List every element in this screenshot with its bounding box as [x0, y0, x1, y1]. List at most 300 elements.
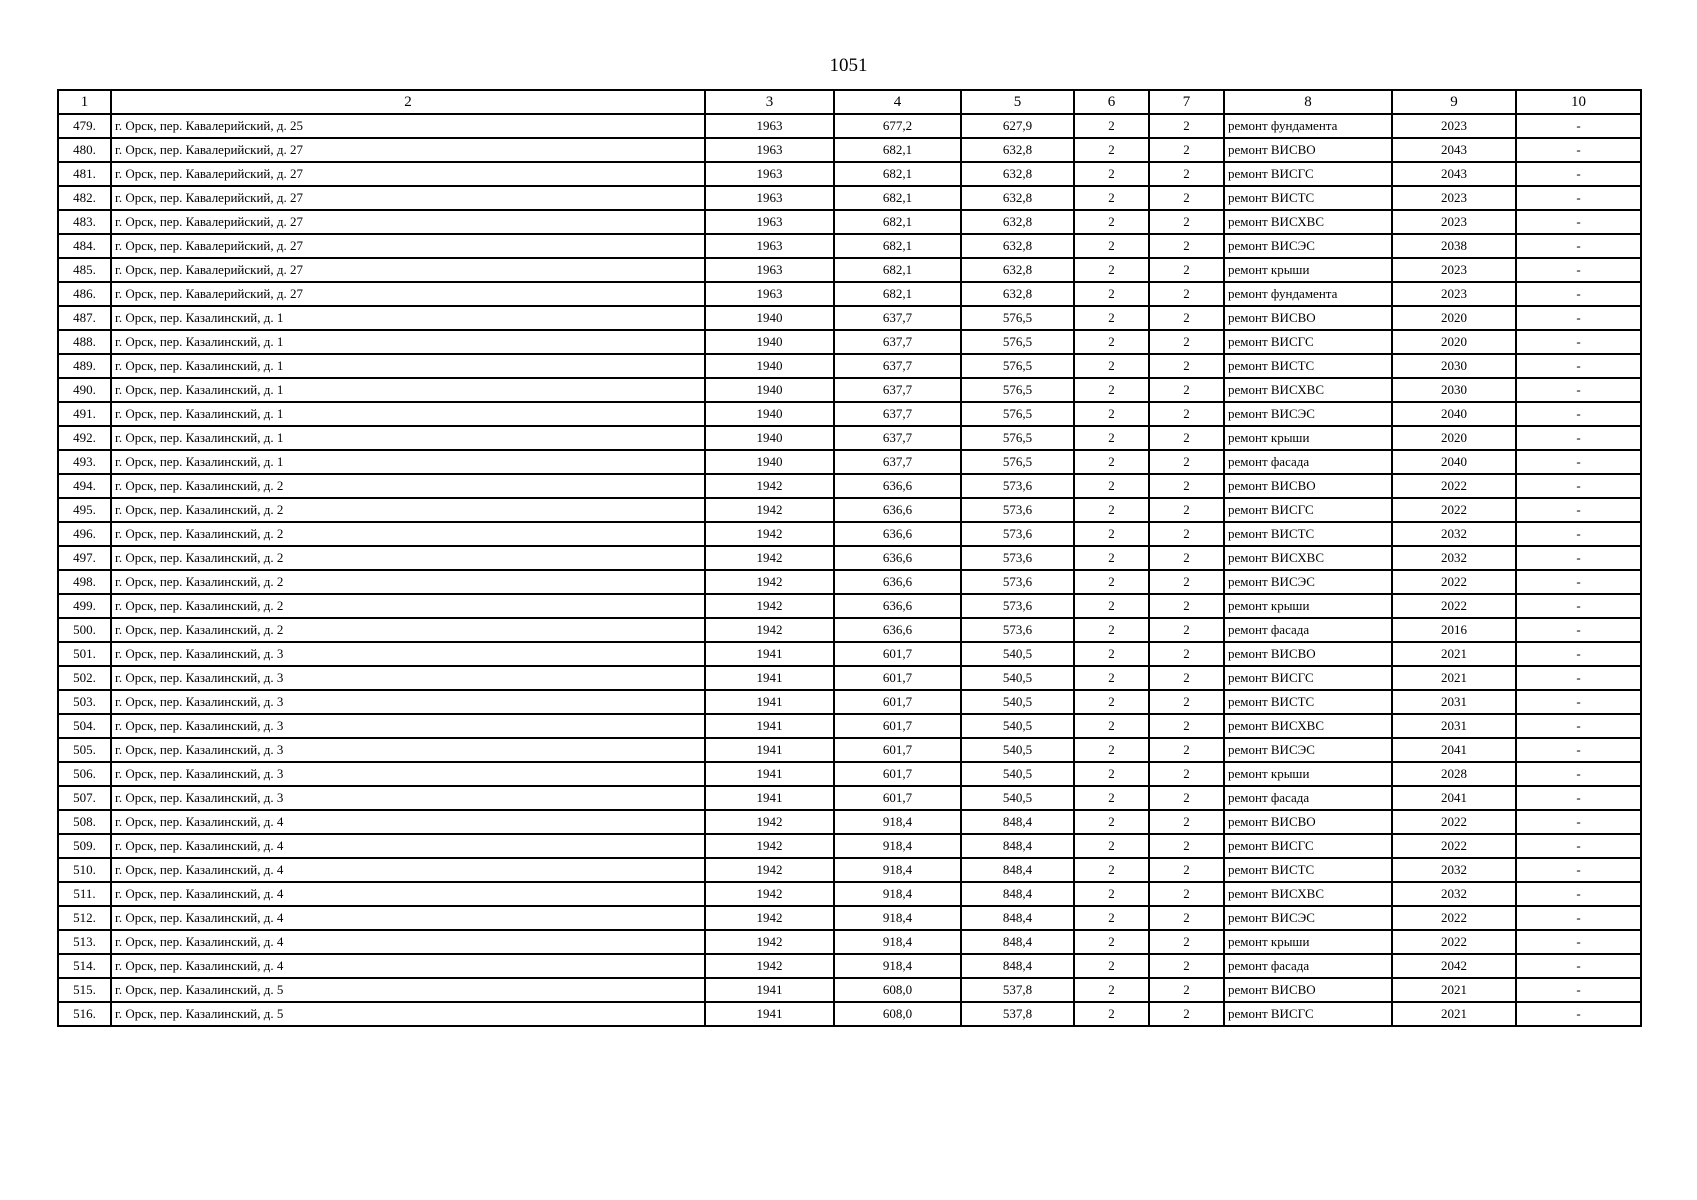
- entrances-cell: 2: [1149, 954, 1224, 978]
- floors-cell: 2: [1074, 690, 1149, 714]
- row-number-cell: 502.: [58, 666, 111, 690]
- floors-cell: 2: [1074, 426, 1149, 450]
- planned-year-cell: 2032: [1392, 882, 1516, 906]
- column-header: 7: [1149, 90, 1224, 114]
- year-built-cell: 1963: [705, 114, 834, 138]
- total-area-cell: 608,0: [834, 1002, 961, 1026]
- total-area-cell: 637,7: [834, 450, 961, 474]
- address-cell: г. Орск, пер. Казалинский, д. 3: [111, 666, 705, 690]
- entrances-cell: 2: [1149, 258, 1224, 282]
- planned-year-cell: 2023: [1392, 114, 1516, 138]
- work-type-cell: ремонт ВИСТС: [1224, 858, 1392, 882]
- planned-year-cell: 2041: [1392, 786, 1516, 810]
- work-type-cell: ремонт ВИСВО: [1224, 306, 1392, 330]
- note-cell: -: [1516, 354, 1641, 378]
- table-row: [58, 954, 1641, 978]
- living-area-cell: 632,8: [961, 162, 1074, 186]
- work-type-cell: ремонт фундамента: [1224, 282, 1392, 306]
- address-cell: г. Орск, пер. Казалинский, д. 1: [111, 450, 705, 474]
- floors-cell: 2: [1074, 546, 1149, 570]
- year-built-cell: 1963: [705, 234, 834, 258]
- entrances-cell: 2: [1149, 834, 1224, 858]
- total-area-cell: 677,2: [834, 114, 961, 138]
- row-number-cell: 491.: [58, 402, 111, 426]
- planned-year-cell: 2016: [1392, 618, 1516, 642]
- floors-cell: 2: [1074, 834, 1149, 858]
- year-built-cell: 1941: [705, 978, 834, 1002]
- row-number-cell: 507.: [58, 786, 111, 810]
- entrances-cell: 2: [1149, 690, 1224, 714]
- row-number-cell: 511.: [58, 882, 111, 906]
- work-type-cell: ремонт крыши: [1224, 426, 1392, 450]
- planned-year-cell: 2022: [1392, 810, 1516, 834]
- year-built-cell: 1942: [705, 810, 834, 834]
- row-number-cell: 516.: [58, 1002, 111, 1026]
- table-row: [58, 618, 1641, 642]
- table-row: [58, 594, 1641, 618]
- living-area-cell: 573,6: [961, 498, 1074, 522]
- entrances-cell: 2: [1149, 978, 1224, 1002]
- total-area-cell: 637,7: [834, 330, 961, 354]
- work-type-cell: ремонт ВИСГС: [1224, 498, 1392, 522]
- floors-cell: 2: [1074, 618, 1149, 642]
- planned-year-cell: 2021: [1392, 666, 1516, 690]
- year-built-cell: 1941: [705, 786, 834, 810]
- note-cell: -: [1516, 762, 1641, 786]
- row-number-cell: 498.: [58, 570, 111, 594]
- row-number-cell: 487.: [58, 306, 111, 330]
- planned-year-cell: 2020: [1392, 330, 1516, 354]
- planned-year-cell: 2038: [1392, 234, 1516, 258]
- planned-year-cell: 2023: [1392, 186, 1516, 210]
- floors-cell: 2: [1074, 210, 1149, 234]
- note-cell: -: [1516, 426, 1641, 450]
- note-cell: -: [1516, 642, 1641, 666]
- entrances-cell: 2: [1149, 330, 1224, 354]
- planned-year-cell: 2032: [1392, 858, 1516, 882]
- total-area-cell: 636,6: [834, 546, 961, 570]
- planned-year-cell: 2023: [1392, 282, 1516, 306]
- table-row: [58, 882, 1641, 906]
- table-row: [58, 738, 1641, 762]
- floors-cell: 2: [1074, 138, 1149, 162]
- address-cell: г. Орск, пер. Кавалерийский, д. 27: [111, 138, 705, 162]
- work-type-cell: ремонт ВИСГС: [1224, 834, 1392, 858]
- entrances-cell: 2: [1149, 906, 1224, 930]
- address-cell: г. Орск, пер. Казалинский, д. 3: [111, 642, 705, 666]
- year-built-cell: 1940: [705, 426, 834, 450]
- planned-year-cell: 2020: [1392, 306, 1516, 330]
- note-cell: -: [1516, 738, 1641, 762]
- work-type-cell: ремонт ВИСВО: [1224, 138, 1392, 162]
- planned-year-cell: 2042: [1392, 954, 1516, 978]
- table-row: [58, 234, 1641, 258]
- work-type-cell: ремонт ВИСЭС: [1224, 402, 1392, 426]
- year-built-cell: 1940: [705, 402, 834, 426]
- year-built-cell: 1942: [705, 954, 834, 978]
- column-header: 4: [834, 90, 961, 114]
- floors-cell: 2: [1074, 666, 1149, 690]
- total-area-cell: 636,6: [834, 474, 961, 498]
- table-row: [58, 858, 1641, 882]
- year-built-cell: 1940: [705, 378, 834, 402]
- row-number-cell: 503.: [58, 690, 111, 714]
- note-cell: -: [1516, 618, 1641, 642]
- floors-cell: 2: [1074, 258, 1149, 282]
- planned-year-cell: 2021: [1392, 978, 1516, 1002]
- floors-cell: 2: [1074, 858, 1149, 882]
- total-area-cell: 918,4: [834, 834, 961, 858]
- address-cell: г. Орск, пер. Казалинский, д. 3: [111, 786, 705, 810]
- planned-year-cell: 2028: [1392, 762, 1516, 786]
- table-row: [58, 138, 1641, 162]
- entrances-cell: 2: [1149, 882, 1224, 906]
- planned-year-cell: 2031: [1392, 690, 1516, 714]
- table-row: [58, 378, 1641, 402]
- living-area-cell: 573,6: [961, 594, 1074, 618]
- note-cell: -: [1516, 402, 1641, 426]
- planned-year-cell: 2022: [1392, 594, 1516, 618]
- living-area-cell: 540,5: [961, 762, 1074, 786]
- year-built-cell: 1942: [705, 930, 834, 954]
- entrances-cell: 2: [1149, 162, 1224, 186]
- note-cell: -: [1516, 594, 1641, 618]
- row-number-cell: 495.: [58, 498, 111, 522]
- floors-cell: 2: [1074, 714, 1149, 738]
- year-built-cell: 1942: [705, 882, 834, 906]
- living-area-cell: 537,8: [961, 1002, 1074, 1026]
- living-area-cell: 848,4: [961, 930, 1074, 954]
- note-cell: -: [1516, 954, 1641, 978]
- planned-year-cell: 2022: [1392, 834, 1516, 858]
- year-built-cell: 1963: [705, 282, 834, 306]
- note-cell: -: [1516, 570, 1641, 594]
- note-cell: -: [1516, 786, 1641, 810]
- living-area-cell: 632,8: [961, 210, 1074, 234]
- living-area-cell: 540,5: [961, 666, 1074, 690]
- work-type-cell: ремонт ВИСВО: [1224, 642, 1392, 666]
- row-number-cell: 508.: [58, 810, 111, 834]
- living-area-cell: 540,5: [961, 738, 1074, 762]
- note-cell: -: [1516, 306, 1641, 330]
- floors-cell: 2: [1074, 282, 1149, 306]
- year-built-cell: 1940: [705, 330, 834, 354]
- total-area-cell: 636,6: [834, 594, 961, 618]
- note-cell: -: [1516, 1002, 1641, 1026]
- table-row: [58, 258, 1641, 282]
- address-cell: г. Орск, пер. Казалинский, д. 2: [111, 546, 705, 570]
- total-area-cell: 682,1: [834, 138, 961, 162]
- row-number-cell: 505.: [58, 738, 111, 762]
- total-area-cell: 637,7: [834, 402, 961, 426]
- entrances-cell: 2: [1149, 498, 1224, 522]
- entrances-cell: 2: [1149, 762, 1224, 786]
- total-area-cell: 918,4: [834, 810, 961, 834]
- living-area-cell: 540,5: [961, 690, 1074, 714]
- floors-cell: 2: [1074, 786, 1149, 810]
- note-cell: -: [1516, 834, 1641, 858]
- planned-year-cell: 2043: [1392, 162, 1516, 186]
- total-area-cell: 601,7: [834, 714, 961, 738]
- work-type-cell: ремонт ВИСЭС: [1224, 738, 1392, 762]
- address-cell: г. Орск, пер. Казалинский, д. 2: [111, 498, 705, 522]
- address-cell: г. Орск, пер. Казалинский, д. 4: [111, 834, 705, 858]
- entrances-cell: 2: [1149, 810, 1224, 834]
- floors-cell: 2: [1074, 738, 1149, 762]
- planned-year-cell: 2022: [1392, 474, 1516, 498]
- planned-year-cell: 2032: [1392, 546, 1516, 570]
- table-row: [58, 330, 1641, 354]
- note-cell: -: [1516, 450, 1641, 474]
- row-number-cell: 483.: [58, 210, 111, 234]
- entrances-cell: 2: [1149, 666, 1224, 690]
- page-number: 1051: [829, 55, 868, 76]
- floors-cell: 2: [1074, 378, 1149, 402]
- table-row: [58, 690, 1641, 714]
- total-area-cell: 601,7: [834, 642, 961, 666]
- floors-cell: 2: [1074, 306, 1149, 330]
- total-area-cell: 682,1: [834, 282, 961, 306]
- work-type-cell: ремонт ВИСЭС: [1224, 906, 1392, 930]
- living-area-cell: 848,4: [961, 810, 1074, 834]
- address-cell: г. Орск, пер. Кавалерийский, д. 25: [111, 114, 705, 138]
- planned-year-cell: 2022: [1392, 930, 1516, 954]
- note-cell: -: [1516, 546, 1641, 570]
- work-type-cell: ремонт ВИСВО: [1224, 474, 1392, 498]
- address-cell: г. Орск, пер. Казалинский, д. 1: [111, 354, 705, 378]
- floors-cell: 2: [1074, 330, 1149, 354]
- living-area-cell: 632,8: [961, 234, 1074, 258]
- note-cell: -: [1516, 978, 1641, 1002]
- living-area-cell: 632,8: [961, 282, 1074, 306]
- total-area-cell: 637,7: [834, 354, 961, 378]
- work-type-cell: ремонт ВИСГС: [1224, 666, 1392, 690]
- note-cell: -: [1516, 690, 1641, 714]
- column-header: 8: [1224, 90, 1392, 114]
- total-area-cell: 601,7: [834, 762, 961, 786]
- floors-cell: 2: [1074, 450, 1149, 474]
- table-row: [58, 1002, 1641, 1026]
- year-built-cell: 1941: [705, 690, 834, 714]
- living-area-cell: 848,4: [961, 906, 1074, 930]
- total-area-cell: 601,7: [834, 666, 961, 690]
- address-cell: г. Орск, пер. Казалинский, д. 3: [111, 762, 705, 786]
- address-cell: г. Орск, пер. Казалинский, д. 2: [111, 594, 705, 618]
- repair-schedule-table: [57, 89, 1642, 1027]
- entrances-cell: 2: [1149, 282, 1224, 306]
- entrances-cell: 2: [1149, 234, 1224, 258]
- note-cell: -: [1516, 186, 1641, 210]
- planned-year-cell: 2041: [1392, 738, 1516, 762]
- living-area-cell: 848,4: [961, 954, 1074, 978]
- address-cell: г. Орск, пер. Казалинский, д. 4: [111, 810, 705, 834]
- year-built-cell: 1941: [705, 762, 834, 786]
- planned-year-cell: 2040: [1392, 450, 1516, 474]
- header-row: [58, 90, 1641, 114]
- total-area-cell: 918,4: [834, 882, 961, 906]
- entrances-cell: 2: [1149, 570, 1224, 594]
- floors-cell: 2: [1074, 474, 1149, 498]
- living-area-cell: 576,5: [961, 330, 1074, 354]
- total-area-cell: 918,4: [834, 930, 961, 954]
- entrances-cell: 2: [1149, 594, 1224, 618]
- entrances-cell: 2: [1149, 474, 1224, 498]
- work-type-cell: ремонт ВИСВО: [1224, 810, 1392, 834]
- note-cell: -: [1516, 714, 1641, 738]
- table-row: [58, 402, 1641, 426]
- floors-cell: 2: [1074, 882, 1149, 906]
- living-area-cell: 576,5: [961, 426, 1074, 450]
- work-type-cell: ремонт ВИСТС: [1224, 522, 1392, 546]
- living-area-cell: 537,8: [961, 978, 1074, 1002]
- table-row: [58, 186, 1641, 210]
- address-cell: г. Орск, пер. Кавалерийский, д. 27: [111, 162, 705, 186]
- work-type-cell: ремонт ВИСЭС: [1224, 570, 1392, 594]
- floors-cell: 2: [1074, 234, 1149, 258]
- work-type-cell: ремонт крыши: [1224, 594, 1392, 618]
- entrances-cell: 2: [1149, 114, 1224, 138]
- table-row: [58, 450, 1641, 474]
- row-number-cell: 484.: [58, 234, 111, 258]
- total-area-cell: 637,7: [834, 378, 961, 402]
- address-cell: г. Орск, пер. Казалинский, д. 2: [111, 522, 705, 546]
- year-built-cell: 1963: [705, 258, 834, 282]
- note-cell: -: [1516, 930, 1641, 954]
- planned-year-cell: 2023: [1392, 210, 1516, 234]
- note-cell: -: [1516, 234, 1641, 258]
- note-cell: -: [1516, 330, 1641, 354]
- entrances-cell: 2: [1149, 642, 1224, 666]
- floors-cell: 2: [1074, 906, 1149, 930]
- work-type-cell: ремонт фасада: [1224, 786, 1392, 810]
- work-type-cell: ремонт фасада: [1224, 450, 1392, 474]
- year-built-cell: 1940: [705, 354, 834, 378]
- address-cell: г. Орск, пер. Казалинский, д. 4: [111, 954, 705, 978]
- work-type-cell: ремонт ВИСВО: [1224, 978, 1392, 1002]
- entrances-cell: 2: [1149, 522, 1224, 546]
- column-header: 1: [58, 90, 111, 114]
- planned-year-cell: 2021: [1392, 642, 1516, 666]
- address-cell: г. Орск, пер. Казалинский, д. 4: [111, 882, 705, 906]
- address-cell: г. Орск, пер. Казалинский, д. 4: [111, 930, 705, 954]
- entrances-cell: 2: [1149, 138, 1224, 162]
- entrances-cell: 2: [1149, 738, 1224, 762]
- entrances-cell: 2: [1149, 306, 1224, 330]
- note-cell: -: [1516, 114, 1641, 138]
- table-row: [58, 282, 1641, 306]
- note-cell: -: [1516, 138, 1641, 162]
- entrances-cell: 2: [1149, 186, 1224, 210]
- living-area-cell: 573,6: [961, 570, 1074, 594]
- row-number-cell: 480.: [58, 138, 111, 162]
- table-row: [58, 474, 1641, 498]
- column-header: 6: [1074, 90, 1149, 114]
- living-area-cell: 540,5: [961, 714, 1074, 738]
- work-type-cell: ремонт фасада: [1224, 618, 1392, 642]
- work-type-cell: ремонт ВИСГС: [1224, 330, 1392, 354]
- note-cell: -: [1516, 210, 1641, 234]
- entrances-cell: 2: [1149, 546, 1224, 570]
- row-number-cell: 496.: [58, 522, 111, 546]
- table-row: [58, 834, 1641, 858]
- row-number-cell: 493.: [58, 450, 111, 474]
- work-type-cell: ремонт крыши: [1224, 258, 1392, 282]
- note-cell: -: [1516, 810, 1641, 834]
- table-row: [58, 810, 1641, 834]
- column-header: 5: [961, 90, 1074, 114]
- total-area-cell: 682,1: [834, 210, 961, 234]
- work-type-cell: ремонт ВИСГС: [1224, 162, 1392, 186]
- living-area-cell: 848,4: [961, 882, 1074, 906]
- total-area-cell: 637,7: [834, 306, 961, 330]
- address-cell: г. Орск, пер. Кавалерийский, д. 27: [111, 234, 705, 258]
- total-area-cell: 636,6: [834, 522, 961, 546]
- row-number-cell: 497.: [58, 546, 111, 570]
- entrances-cell: 2: [1149, 714, 1224, 738]
- row-number-cell: 513.: [58, 930, 111, 954]
- year-built-cell: 1942: [705, 834, 834, 858]
- row-number-cell: 489.: [58, 354, 111, 378]
- note-cell: -: [1516, 162, 1641, 186]
- note-cell: -: [1516, 258, 1641, 282]
- living-area-cell: 627,9: [961, 114, 1074, 138]
- total-area-cell: 682,1: [834, 234, 961, 258]
- total-area-cell: 601,7: [834, 690, 961, 714]
- table-row: [58, 522, 1641, 546]
- living-area-cell: 573,6: [961, 522, 1074, 546]
- row-number-cell: 481.: [58, 162, 111, 186]
- planned-year-cell: 2043: [1392, 138, 1516, 162]
- work-type-cell: ремонт крыши: [1224, 930, 1392, 954]
- floors-cell: 2: [1074, 354, 1149, 378]
- row-number-cell: 514.: [58, 954, 111, 978]
- entrances-cell: 2: [1149, 450, 1224, 474]
- table-row: [58, 114, 1641, 138]
- year-built-cell: 1942: [705, 858, 834, 882]
- floors-cell: 2: [1074, 498, 1149, 522]
- work-type-cell: ремонт ВИСХВС: [1224, 882, 1392, 906]
- floors-cell: 2: [1074, 186, 1149, 210]
- work-type-cell: ремонт ВИСЭС: [1224, 234, 1392, 258]
- planned-year-cell: 2030: [1392, 378, 1516, 402]
- note-cell: -: [1516, 882, 1641, 906]
- living-area-cell: 540,5: [961, 642, 1074, 666]
- total-area-cell: 918,4: [834, 906, 961, 930]
- entrances-cell: 2: [1149, 210, 1224, 234]
- living-area-cell: 848,4: [961, 858, 1074, 882]
- year-built-cell: 1963: [705, 162, 834, 186]
- table-row: [58, 162, 1641, 186]
- total-area-cell: 682,1: [834, 186, 961, 210]
- year-built-cell: 1941: [705, 714, 834, 738]
- work-type-cell: ремонт ВИСТС: [1224, 354, 1392, 378]
- address-cell: г. Орск, пер. Казалинский, д. 4: [111, 906, 705, 930]
- address-cell: г. Орск, пер. Казалинский, д. 2: [111, 618, 705, 642]
- living-area-cell: 573,6: [961, 546, 1074, 570]
- planned-year-cell: 2023: [1392, 258, 1516, 282]
- total-area-cell: 608,0: [834, 978, 961, 1002]
- column-header: 2: [111, 90, 705, 114]
- address-cell: г. Орск, пер. Казалинский, д. 1: [111, 402, 705, 426]
- table-row: [58, 762, 1641, 786]
- row-number-cell: 494.: [58, 474, 111, 498]
- work-type-cell: ремонт ВИСТС: [1224, 690, 1392, 714]
- floors-cell: 2: [1074, 954, 1149, 978]
- living-area-cell: 576,5: [961, 450, 1074, 474]
- address-cell: г. Орск, пер. Казалинский, д. 5: [111, 978, 705, 1002]
- floors-cell: 2: [1074, 978, 1149, 1002]
- table-row: [58, 426, 1641, 450]
